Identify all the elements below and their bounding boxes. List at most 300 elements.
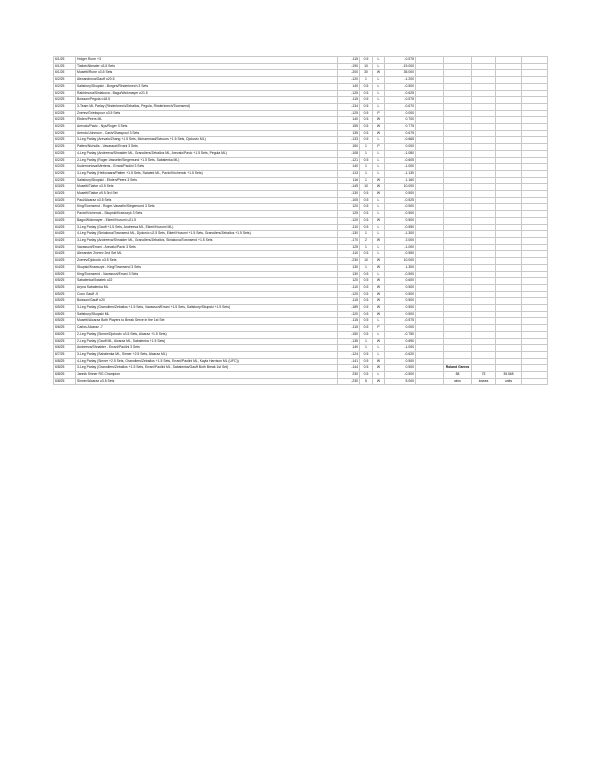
summary-label-cell[interactable] [444,204,472,211]
result-cell[interactable]: W [373,298,385,305]
result-cell[interactable]: W [373,124,385,131]
summary-cell[interactable] [472,150,496,157]
result-cell[interactable]: W [373,284,385,291]
profit-cell[interactable]: -0.625 [385,90,416,97]
odds-cell[interactable]: -230 [338,258,360,265]
blank-cell[interactable] [522,130,548,137]
date-cell[interactable]: 6/3/25 [54,197,76,204]
summary-cell[interactable] [472,345,496,352]
blank-cell[interactable] [416,318,444,325]
blank-cell[interactable] [416,231,444,238]
summary-cell[interactable] [496,291,522,298]
blank-cell[interactable] [416,298,444,305]
odds-cell[interactable]: 125 [338,211,360,218]
blank-cell[interactable] [522,264,548,271]
date-cell[interactable]: 6/5/25 [54,311,76,318]
odds-cell[interactable]: 135 [338,130,360,137]
blank-cell[interactable] [416,264,444,271]
summary-label-cell[interactable] [444,110,472,117]
blank-cell[interactable] [522,251,548,258]
profit-cell[interactable]: -19.000 [385,63,416,70]
blank-cell[interactable] [522,305,548,312]
date-cell[interactable]: 6/4/25 [54,237,76,244]
blank-cell[interactable] [522,157,548,164]
result-cell[interactable]: P [373,110,385,117]
summary-label-cell[interactable] [444,63,472,70]
bet-description-cell[interactable]: Vavassori/Errani - Arevalo/Pavic 3 Sets [76,244,338,251]
odds-cell[interactable]: -105 [338,197,360,204]
summary-cell[interactable]: 35.565 [496,372,522,379]
result-cell[interactable]: W [373,278,385,285]
blank-cell[interactable] [522,237,548,244]
result-cell[interactable]: P [373,144,385,151]
blank-cell[interactable] [416,117,444,124]
blank-cell[interactable] [522,170,548,177]
profit-cell[interactable]: -1.200 [385,77,416,84]
blank-cell[interactable] [522,278,548,285]
result-cell[interactable]: W [373,258,385,265]
summary-cell[interactable] [472,130,496,137]
summary-cell[interactable] [472,358,496,365]
date-cell[interactable]: 6/5/25 [54,305,76,312]
blank-cell[interactable] [416,291,444,298]
summary-cell[interactable] [496,103,522,110]
result-cell[interactable]: L [373,345,385,352]
summary-cell[interactable] [496,144,522,151]
summary-cell[interactable] [496,331,522,338]
blank-cell[interactable] [522,338,548,345]
date-cell[interactable]: 6/3/25 [54,191,76,198]
summary-cell[interactable] [472,264,496,271]
blank-cell[interactable] [416,331,444,338]
blank-cell[interactable] [522,77,548,84]
date-cell[interactable]: 6/4/25 [54,264,76,271]
bet-description-cell[interactable]: Coco Gauff -5 [76,291,338,298]
blank-cell[interactable] [522,124,548,131]
date-cell[interactable]: 6/2/25 [54,97,76,104]
summary-cell[interactable] [472,103,496,110]
odds-cell[interactable]: -141 [338,358,360,365]
bet-description-cell[interactable]: Salisbury/Skupski - Borges/Rinderknech 3 Sets [76,83,338,90]
date-cell[interactable]: 6/1/25 [54,63,76,70]
blank-cell[interactable] [522,217,548,224]
result-cell[interactable]: L [373,77,385,84]
summary-cell[interactable] [496,117,522,124]
blank-cell[interactable] [522,345,548,352]
summary-cell[interactable] [496,338,522,345]
summary-cell[interactable] [472,110,496,117]
stake-cell[interactable]: 1 [360,345,373,352]
profit-cell[interactable]: 1.300 [385,264,416,271]
blank-cell[interactable] [522,244,548,251]
odds-cell[interactable]: 125 [338,244,360,251]
date-cell[interactable]: 6/6/25 [54,325,76,332]
summary-label-cell[interactable] [444,157,472,164]
result-cell[interactable]: L [373,271,385,278]
odds-cell[interactable]: -115 [338,97,360,104]
result-cell[interactable]: W [373,184,385,191]
stake-cell[interactable]: 0.5 [360,365,373,372]
stake-cell[interactable]: 0.5 [360,331,373,338]
date-cell[interactable]: 6/5/25 [54,271,76,278]
profit-cell[interactable]: -0.525 [385,197,416,204]
summary-cell[interactable] [472,291,496,298]
odds-cell[interactable]: -190 [338,63,360,70]
bet-description-cell[interactable]: 3-Leg Parlay (Gauff +1.5 Sets, Andreeva ML, Eikeri/Hozumi ML) [76,224,338,231]
result-cell[interactable]: W [373,191,385,198]
bet-description-cell[interactable]: Carlos Alcaraz -7 [76,325,338,332]
bet-description-cell[interactable]: 2-Leg Parlay (Roger-Vasselin/Siegemund +1.5 Sets, Sabalenka ML) [76,157,338,164]
summary-label-cell[interactable] [444,150,472,157]
odds-cell[interactable]: -145 [338,184,360,191]
profit-cell[interactable]: -0.500 [385,83,416,90]
odds-cell[interactable]: 130 [338,264,360,271]
stake-cell[interactable]: 1 [360,231,373,238]
blank-cell[interactable] [522,372,548,379]
summary-cell[interactable] [472,184,496,191]
summary-cell[interactable] [472,271,496,278]
blank-cell[interactable] [522,103,548,110]
profit-cell[interactable]: 0.000 [385,325,416,332]
summary-cell[interactable] [472,124,496,131]
summary-cell[interactable] [496,191,522,198]
stake-cell[interactable]: 0.5 [360,224,373,231]
odds-cell[interactable]: -115 [338,325,360,332]
summary-label-cell[interactable] [444,231,472,238]
profit-cell[interactable]: -1.000 [385,164,416,171]
summary-cell[interactable] [496,177,522,184]
date-cell[interactable]: 6/3/25 [54,211,76,218]
bet-description-cell[interactable]: Arendo/Johnson - Cash/Glasspool 3 Sets [76,130,338,137]
bet-description-cell[interactable]: Kudermetova/Mertens - Errani/Paolini 3 Sets [76,164,338,171]
blank-cell[interactable] [522,97,548,104]
odds-cell[interactable]: -120 [338,291,360,298]
profit-cell[interactable]: 0.775 [385,124,416,131]
summary-label-cell[interactable] [444,224,472,231]
bet-description-cell[interactable]: Sabalenka/Swiatek o22 [76,278,338,285]
profit-cell[interactable]: -1.000 [385,345,416,352]
summary-cell[interactable] [496,130,522,137]
blank-cell[interactable] [522,204,548,211]
odds-cell[interactable]: 140 [338,83,360,90]
summary-label-cell[interactable] [444,217,472,224]
blank-cell[interactable] [522,211,548,218]
profit-cell[interactable]: -0.575 [385,57,416,64]
blank-cell[interactable] [522,358,548,365]
blank-cell[interactable] [416,325,444,332]
result-cell[interactable]: W [373,358,385,365]
stake-cell[interactable]: 1 [360,170,373,177]
summary-cell[interactable] [496,77,522,84]
date-cell[interactable]: 6/5/25 [54,278,76,285]
odds-cell[interactable]: -120 [338,217,360,224]
odds-cell[interactable]: -144 [338,365,360,372]
summary-label-cell[interactable] [444,264,472,271]
stake-cell[interactable]: 0.5 [360,251,373,258]
summary-label-cell[interactable] [444,291,472,298]
date-cell[interactable]: 6/8/25 [54,372,76,379]
date-cell[interactable]: 6/2/25 [54,124,76,131]
odds-cell[interactable]: 230 [338,372,360,379]
summary-cell[interactable] [496,345,522,352]
bet-description-cell[interactable]: Boisson/Pegula o18.5 [76,97,338,104]
stake-cell[interactable]: 0.5 [360,97,373,104]
summary-cell[interactable] [496,204,522,211]
summary-label-cell[interactable] [444,130,472,137]
summary-label-cell[interactable] [444,90,472,97]
odds-cell[interactable]: -115 [338,298,360,305]
summary-cell[interactable] [472,284,496,291]
profit-cell[interactable]: 0.500 [385,191,416,198]
summary-cell[interactable] [496,90,522,97]
summary-cell[interactable] [496,224,522,231]
summary-cell[interactable] [472,177,496,184]
summary-cell[interactable] [496,244,522,251]
blank-cell[interactable] [416,144,444,151]
blank-cell[interactable] [522,63,548,70]
odds-cell[interactable]: -110 [338,251,360,258]
blank-cell[interactable] [416,103,444,110]
odds-cell[interactable]: -108 [338,150,360,157]
summary-label-cell[interactable] [444,191,472,198]
summary-label-cell[interactable] [444,124,472,131]
summary-cell[interactable] [472,70,496,77]
date-cell[interactable]: 6/5/25 [54,284,76,291]
summary-label-cell[interactable] [444,358,472,365]
result-cell[interactable]: L [373,197,385,204]
blank-cell[interactable] [416,311,444,318]
blank-cell[interactable] [522,117,548,124]
blank-cell[interactable] [522,177,548,184]
profit-cell[interactable]: -0.620 [385,351,416,358]
profit-cell[interactable]: 0.000 [385,110,416,117]
stake-cell[interactable]: 0.5 [360,311,373,318]
date-cell[interactable]: 6/2/25 [54,110,76,117]
date-cell[interactable]: 6/6/25 [54,338,76,345]
summary-cell[interactable] [496,170,522,177]
summary-cell[interactable] [472,97,496,104]
stake-cell[interactable]: 0.5 [360,103,373,110]
summary-label-cell[interactable] [444,244,472,251]
summary-cell[interactable] [472,305,496,312]
summary-cell[interactable] [496,351,522,358]
blank-cell[interactable] [522,83,548,90]
odds-cell[interactable]: -230 [338,378,360,385]
result-cell[interactable]: W [373,305,385,312]
stake-cell[interactable]: 0.5 [360,211,373,218]
blank-cell[interactable] [416,137,444,144]
result-cell[interactable]: L [373,90,385,97]
date-cell[interactable]: 6/1/25 [54,57,76,64]
profit-cell[interactable]: 0.700 [385,117,416,124]
odds-cell[interactable]: -130 [338,231,360,238]
summary-cell[interactable] [496,197,522,204]
bet-description-cell[interactable]: Paul/Alcaraz o3.5 Sets [76,197,338,204]
odds-cell[interactable]: -110 [338,224,360,231]
profit-cell[interactable]: -1.000 [385,244,416,251]
odds-cell[interactable]: 120 [338,204,360,211]
profit-cell[interactable]: 5.000 [385,378,416,385]
bet-description-cell[interactable]: 3-Leg Parlay (Arevalo/Zhang +1.5 Sets, Muhammad/Schuurs +1.5 Sets, Djokovic ML) [76,137,338,144]
profit-cell[interactable]: -0.500 [385,204,416,211]
stake-cell[interactable]: 0.5 [360,137,373,144]
result-cell[interactable]: W [373,177,385,184]
summary-label-cell[interactable] [444,351,472,358]
result-cell[interactable]: L [373,204,385,211]
bet-description-cell[interactable]: Arevalo/Pavic - Nys/Roger 3 Sets [76,124,338,131]
bet-description-cell[interactable]: 3-Leg Parlay (Sabalenka ML, Sinner +2.5 Sets, Alcaraz ML) [76,351,338,358]
stake-cell[interactable]: 1 [360,244,373,251]
stake-cell[interactable]: 0.5 [360,284,373,291]
summary-cell[interactable]: units [496,378,522,385]
stake-cell[interactable]: 1 [360,338,373,345]
result-cell[interactable]: L [373,63,385,70]
blank-cell[interactable] [522,70,548,77]
summary-cell[interactable] [472,318,496,325]
blank-cell[interactable] [416,197,444,204]
blank-cell[interactable] [522,325,548,332]
profit-cell[interactable]: -0.665 [385,137,416,144]
blank-cell[interactable] [522,298,548,305]
odds-cell[interactable]: -115 [338,57,360,64]
bet-description-cell[interactable]: Salisbury/Skupski - Ebden/Peers 3 Sets [76,177,338,184]
summary-label-cell[interactable] [444,305,472,312]
profit-cell[interactable]: 0.000 [385,144,416,151]
summary-cell[interactable] [496,184,522,191]
blank-cell[interactable] [522,311,548,318]
date-cell[interactable]: 6/2/25 [54,144,76,151]
result-cell[interactable]: L [373,170,385,177]
bet-description-cell[interactable]: Jannik Sinner RG Champion [76,372,338,379]
summary-label-cell[interactable] [444,345,472,352]
summary-label-cell[interactable]: Roland Garros [444,365,472,372]
summary-cell[interactable] [472,217,496,224]
stake-cell[interactable]: 1 [360,177,373,184]
result-cell[interactable]: L [373,157,385,164]
blank-cell[interactable] [522,137,548,144]
blank-cell[interactable] [416,365,444,372]
summary-cell[interactable] [496,63,522,70]
stake-cell[interactable]: 0.5 [360,90,373,97]
profit-cell[interactable]: 0.500 [385,217,416,224]
stake-cell[interactable]: 0.5 [360,124,373,131]
date-cell[interactable]: 6/4/25 [54,231,76,238]
date-cell[interactable]: 6/2/25 [54,137,76,144]
stake-cell[interactable]: 0.5 [360,110,373,117]
date-cell[interactable]: 6/2/25 [54,103,76,110]
summary-cell[interactable] [496,164,522,171]
result-cell[interactable]: W [373,291,385,298]
bet-description-cell[interactable]: Sinner/Alcaraz o3.5 Sets [76,378,338,385]
profit-cell[interactable]: 0.500 [385,291,416,298]
summary-cell[interactable]: 75 [472,372,496,379]
stake-cell[interactable]: 0.5 [360,157,373,164]
bet-description-cell[interactable]: King/Townsend - Vavassori/Errani 3 Sets [76,271,338,278]
date-cell[interactable]: 6/1/25 [54,70,76,77]
date-cell[interactable]: 6/8/25 [54,358,76,365]
summary-label-cell[interactable] [444,284,472,291]
date-cell[interactable]: 6/2/25 [54,83,76,90]
stake-cell[interactable]: 30 [360,70,373,77]
summary-label-cell[interactable] [444,170,472,177]
summary-label-cell[interactable] [444,103,472,110]
summary-label-cell[interactable]: 88 [444,372,472,379]
profit-cell[interactable]: -0.750 [385,331,416,338]
profit-cell[interactable]: -1.300 [385,231,416,238]
blank-cell[interactable] [416,372,444,379]
summary-label-cell[interactable] [444,331,472,338]
blank-cell[interactable] [416,284,444,291]
result-cell[interactable]: L [373,251,385,258]
date-cell[interactable]: 6/3/25 [54,204,76,211]
summary-cell[interactable] [496,358,522,365]
summary-cell[interactable] [472,197,496,204]
summary-label-cell[interactable] [444,184,472,191]
stake-cell[interactable]: 1 [360,264,373,271]
bet-description-cell[interactable]: Zverev/Djokovic o3.5 Sets [76,258,338,265]
result-cell[interactable]: W [373,365,385,372]
stake-cell[interactable]: 0.5 [360,318,373,325]
summary-cell[interactable] [496,278,522,285]
bet-description-cell[interactable]: Salisbury/Skupski ML [76,311,338,318]
date-cell[interactable]: 6/2/25 [54,150,76,157]
blank-cell[interactable] [416,170,444,177]
odds-cell[interactable]: -170 [338,237,360,244]
bet-description-cell[interactable]: 4-Leg Parlay (Siniakova/Townsend ML, Djokovic u2.5 Sets, Eikeri/Hozumi +1.5 Sets, Granollers/Zeballos +1.5 Sets) [76,231,338,238]
blank-cell[interactable] [416,251,444,258]
stake-cell[interactable]: 0.5 [360,305,373,312]
blank-cell[interactable] [416,204,444,211]
blank-cell[interactable] [416,358,444,365]
result-cell[interactable]: L [373,224,385,231]
summary-cell[interactable] [496,124,522,131]
result-cell[interactable]: L [373,97,385,104]
stake-cell[interactable]: 5 [360,378,373,385]
stake-cell[interactable]: 1 [360,144,373,151]
summary-label-cell[interactable] [444,197,472,204]
odds-cell[interactable]: -125 [338,110,360,117]
summary-label-cell[interactable] [444,237,472,244]
odds-cell[interactable]: 116 [338,177,360,184]
stake-cell[interactable]: 10 [360,184,373,191]
odds-cell[interactable]: -150 [338,331,360,338]
date-cell[interactable]: 6/2/25 [54,170,76,177]
bet-description-cell[interactable]: Pavic/Krichenok - Skupski/Krawczyk 3 Sets [76,211,338,218]
blank-cell[interactable] [522,57,548,64]
summary-cell[interactable] [472,224,496,231]
summary-cell[interactable] [496,305,522,312]
odds-cell[interactable]: -113 [338,170,360,177]
summary-cell[interactable] [496,157,522,164]
blank-cell[interactable] [416,150,444,157]
blank-cell[interactable] [522,284,548,291]
blank-cell[interactable] [416,184,444,191]
blank-cell[interactable] [416,338,444,345]
summary-cell[interactable] [472,244,496,251]
blank-cell[interactable] [522,184,548,191]
bet-description-cell[interactable]: 3-Leg Parlay (Heliovaara/Patten +1.5 Sets, Swiatek ML, Pavic/Krichenok +1.5 Sets) [76,170,338,177]
profit-cell[interactable]: -0.550 [385,251,416,258]
summary-cell[interactable] [472,164,496,171]
bet-description-cell[interactable]: Alexander Zverev 2nd Set ML [76,251,338,258]
summary-cell[interactable] [472,211,496,218]
summary-cell[interactable] [496,325,522,332]
bet-description-cell[interactable]: Boisson/Gauff u20 [76,298,338,305]
date-cell[interactable]: 6/2/25 [54,90,76,97]
summary-cell[interactable] [472,90,496,97]
summary-label-cell[interactable] [444,271,472,278]
stake-cell[interactable]: 0.5 [360,358,373,365]
